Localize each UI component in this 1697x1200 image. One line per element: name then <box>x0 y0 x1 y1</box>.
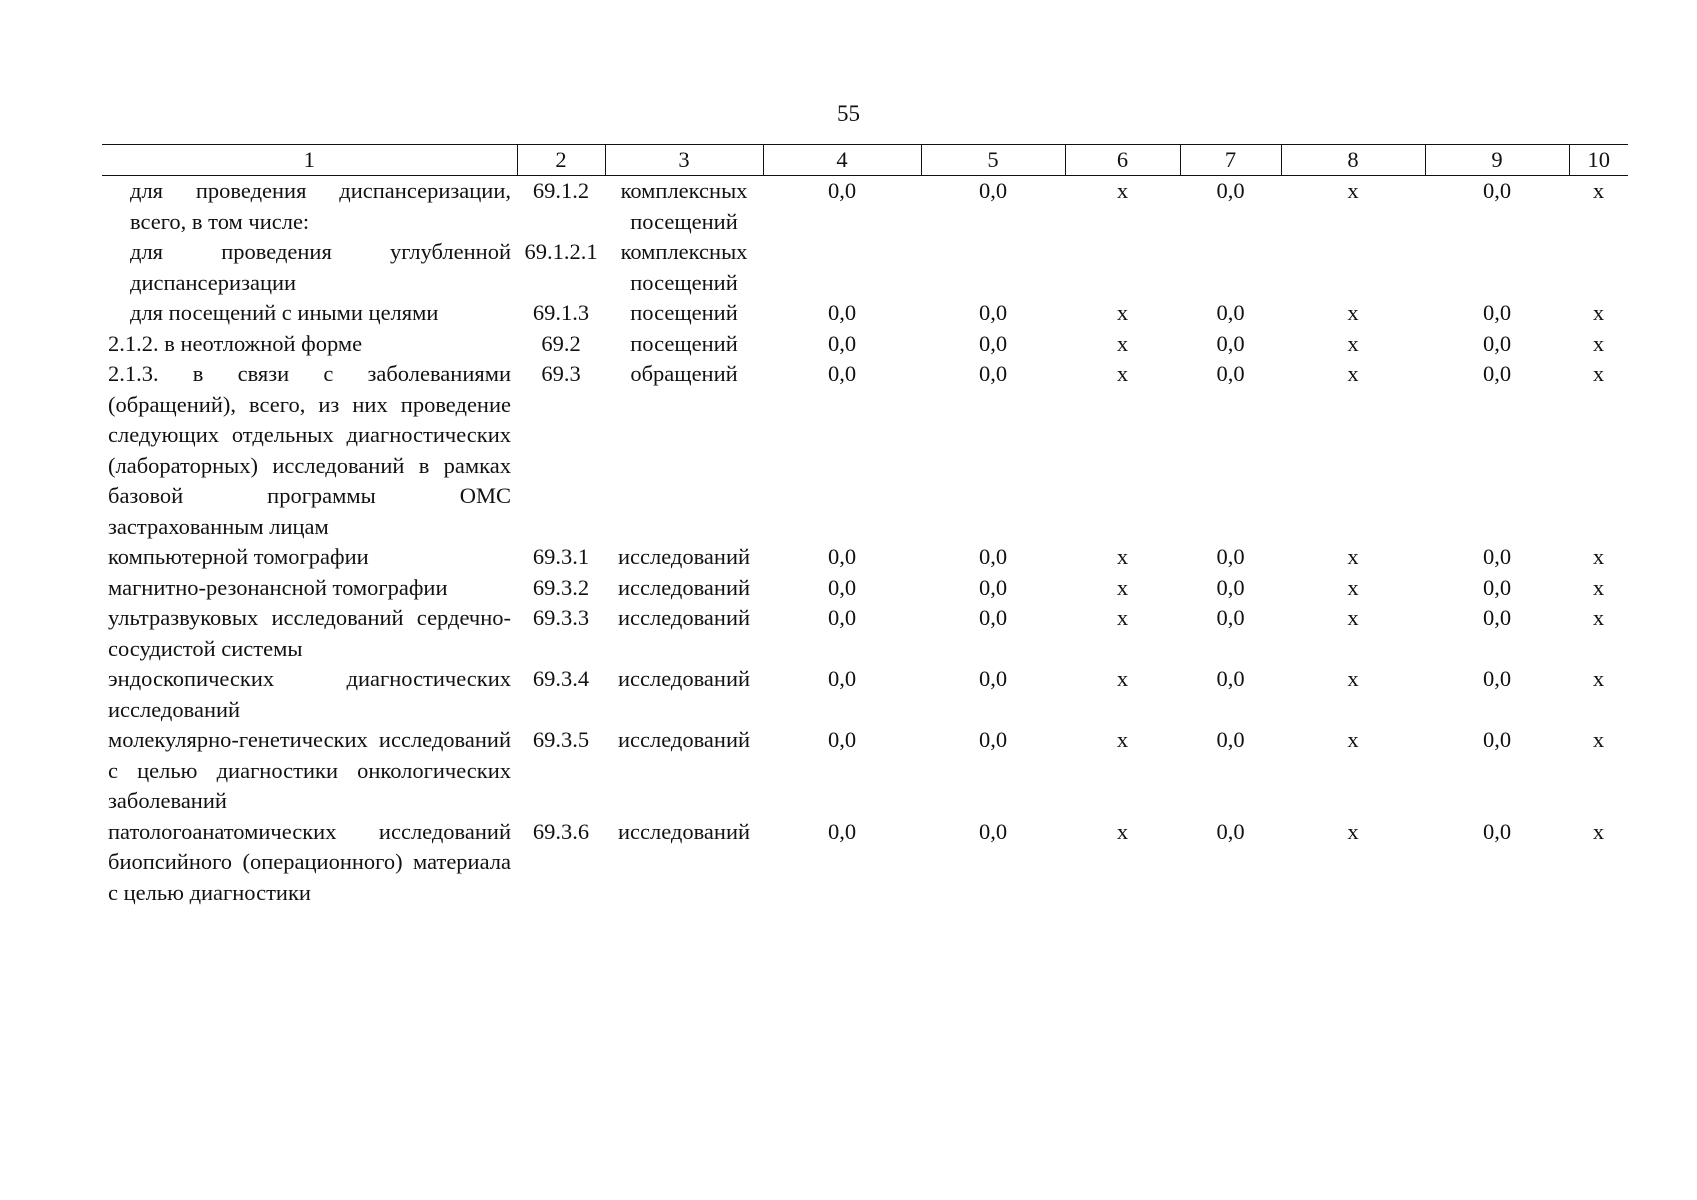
cell-value: 0,0 <box>978 818 1008 844</box>
row-name: молекулярно-генетических исследований с целью диагностики онкологических заболеваний <box>108 727 511 813</box>
cell-value: 0,0 <box>978 361 1008 386</box>
cell-value <box>921 237 1065 298</box>
cell-value: х <box>1592 727 1605 752</box>
cell-value: х <box>1592 178 1605 203</box>
cell-value: 0,0 <box>1216 178 1245 203</box>
row-unit: исследований <box>617 605 751 630</box>
cell-value: х <box>1116 605 1129 630</box>
row-name: для проведения углубленной диспансеризации <box>130 239 511 295</box>
cell-value: х <box>1116 666 1129 691</box>
cell-value: х <box>1592 361 1605 386</box>
cell-value: х <box>1347 300 1359 325</box>
row-code: 69.3.6 <box>532 818 590 844</box>
row-unit: исследований <box>617 544 751 569</box>
table-row <box>102 603 1628 664</box>
row-unit: посещений <box>630 300 738 325</box>
cell-value: 0,0 <box>827 666 857 691</box>
cell-value: 0,0 <box>827 330 857 356</box>
cell-value: х <box>1116 178 1129 203</box>
column-header: 10 <box>1569 145 1628 176</box>
cell-value: х <box>1592 300 1605 325</box>
cell-value: х <box>1592 330 1605 356</box>
cell-value: 0,0 <box>1482 666 1512 691</box>
table-row <box>102 329 1628 360</box>
row-unit: комплексных посещений <box>620 239 748 295</box>
row-code: 69.2 <box>541 330 581 356</box>
cell-value: 0,0 <box>827 300 857 325</box>
cell-value: 0,0 <box>827 727 857 752</box>
cell-value: 0,0 <box>978 544 1008 569</box>
cell-value: х <box>1116 330 1129 356</box>
table-row <box>102 542 1628 573</box>
cell-value: х <box>1592 818 1605 844</box>
table-row <box>102 573 1628 604</box>
cell-value: х <box>1592 544 1605 569</box>
cell-value: 0,0 <box>978 300 1008 325</box>
row-unit: исследований <box>617 818 751 844</box>
column-header: 4 <box>763 145 921 176</box>
cell-value <box>1425 237 1569 298</box>
cell-value: х <box>1116 544 1129 569</box>
row-name: магнитно-резонансной томографии <box>108 574 448 600</box>
header-row <box>102 145 1628 176</box>
table-row <box>102 176 1628 238</box>
cell-value: 0,0 <box>978 727 1008 752</box>
row-code: 69.3.4 <box>532 666 590 691</box>
row-code: 69.3.5 <box>532 727 590 752</box>
cell-value: 0,0 <box>1216 574 1245 600</box>
cell-value: х <box>1347 666 1359 691</box>
row-code: 69.1.3 <box>532 300 590 325</box>
cell-value: х <box>1347 574 1359 600</box>
cell-value: х <box>1116 361 1129 386</box>
cell-value: х <box>1347 361 1359 386</box>
row-unit: исследований <box>617 727 751 752</box>
cell-value: 0,0 <box>978 178 1008 203</box>
cell-value: 0,0 <box>1482 727 1512 752</box>
column-header: 8 <box>1281 145 1425 176</box>
row-name: эндоскопических диагностических исследований <box>108 666 511 722</box>
row-unit: комплексных посещений <box>620 178 748 234</box>
cell-value: 0,0 <box>827 574 857 600</box>
cell-value: 0,0 <box>827 178 857 203</box>
cell-value: х <box>1592 666 1605 691</box>
cell-value: х <box>1347 605 1359 630</box>
column-header: 7 <box>1180 145 1281 176</box>
row-name: 2.1.2. в неотложной форме <box>108 330 363 356</box>
column-header: 9 <box>1425 145 1569 176</box>
cell-value: х <box>1116 574 1129 600</box>
column-header: 5 <box>921 145 1065 176</box>
cell-value: 0,0 <box>1216 300 1245 325</box>
cell-value: 0,0 <box>1482 818 1512 844</box>
row-name: для проведения диспансеризации, всего, в том числе: <box>130 178 511 234</box>
cell-value: 0,0 <box>827 361 857 386</box>
cell-value: 0,0 <box>827 818 857 844</box>
cell-value: 0,0 <box>1482 544 1512 569</box>
cell-value: 0,0 <box>1216 818 1245 844</box>
cell-value: х <box>1116 300 1129 325</box>
row-code: 69.3.3 <box>532 605 590 630</box>
row-unit: обращений <box>630 361 738 386</box>
row-unit: исследований <box>617 666 751 691</box>
row-code: 69.1.2 <box>532 178 590 203</box>
cell-value: 0,0 <box>978 330 1008 356</box>
cell-value: х <box>1592 605 1605 630</box>
cell-value: 0,0 <box>1482 361 1512 386</box>
cell-value: 0,0 <box>1216 544 1245 569</box>
cell-value: 0,0 <box>1482 330 1512 356</box>
row-name: 2.1.3. в связи с заболеваниями (обращений), всего, из них проведение следующих отдельных диагностических (лабораторных) исследований в рамках базовой программы ОМС застрахованным лицам <box>108 361 511 539</box>
cell-value: х <box>1347 818 1359 844</box>
cell-value: х <box>1116 818 1129 844</box>
cell-value: 0,0 <box>1482 300 1512 325</box>
column-header: 1 <box>102 145 517 176</box>
cell-value: 0,0 <box>1216 666 1245 691</box>
row-unit: посещений <box>630 330 738 356</box>
cell-value <box>1281 237 1425 298</box>
cell-value: 0,0 <box>978 605 1008 630</box>
row-name: ультразвуковых исследований сердечно-сосудистой системы <box>108 605 511 661</box>
table-row <box>102 359 1628 542</box>
cell-value: 0,0 <box>1216 727 1245 752</box>
cell-value: х <box>1347 727 1359 752</box>
page-number: 55 <box>837 101 860 126</box>
cell-value: х <box>1347 330 1359 356</box>
column-header: 6 <box>1065 145 1180 176</box>
table-row <box>102 817 1628 909</box>
cell-value <box>1569 237 1628 298</box>
cell-value: х <box>1116 727 1129 752</box>
table-row <box>102 237 1628 298</box>
row-name: для посещений с иными целями <box>130 300 439 325</box>
cell-value <box>763 237 921 298</box>
data-table <box>102 144 1628 908</box>
cell-value: 0,0 <box>978 666 1008 691</box>
row-code: 69.3.1 <box>532 544 590 569</box>
cell-value: х <box>1347 178 1359 203</box>
cell-value: х <box>1347 544 1359 569</box>
row-code: 69.1.2.1 <box>524 239 598 264</box>
cell-value: 0,0 <box>827 605 857 630</box>
row-unit: исследований <box>617 574 751 600</box>
cell-value <box>1180 237 1281 298</box>
cell-value: 0,0 <box>1482 178 1512 203</box>
cell-value <box>1065 237 1180 298</box>
cell-value: 0,0 <box>1482 605 1512 630</box>
cell-value: 0,0 <box>1216 330 1245 356</box>
row-code: 69.3 <box>541 361 581 386</box>
cell-value: х <box>1592 574 1605 600</box>
table-row <box>102 725 1628 817</box>
row-code: 69.3.2 <box>532 574 590 600</box>
column-header: 3 <box>605 145 763 176</box>
cell-value: 0,0 <box>1482 574 1512 600</box>
row-name: компьютерной томографии <box>108 544 369 569</box>
cell-value: 0,0 <box>827 544 857 569</box>
cell-value: 0,0 <box>978 574 1008 600</box>
cell-value: 0,0 <box>1216 605 1245 630</box>
row-name: патологоанатомических исследований биопсийного (операционного) материала с целью диагностики <box>108 818 511 905</box>
table-row <box>102 298 1628 329</box>
column-header: 2 <box>517 145 605 176</box>
table-row <box>102 664 1628 725</box>
cell-value: 0,0 <box>1216 361 1245 386</box>
